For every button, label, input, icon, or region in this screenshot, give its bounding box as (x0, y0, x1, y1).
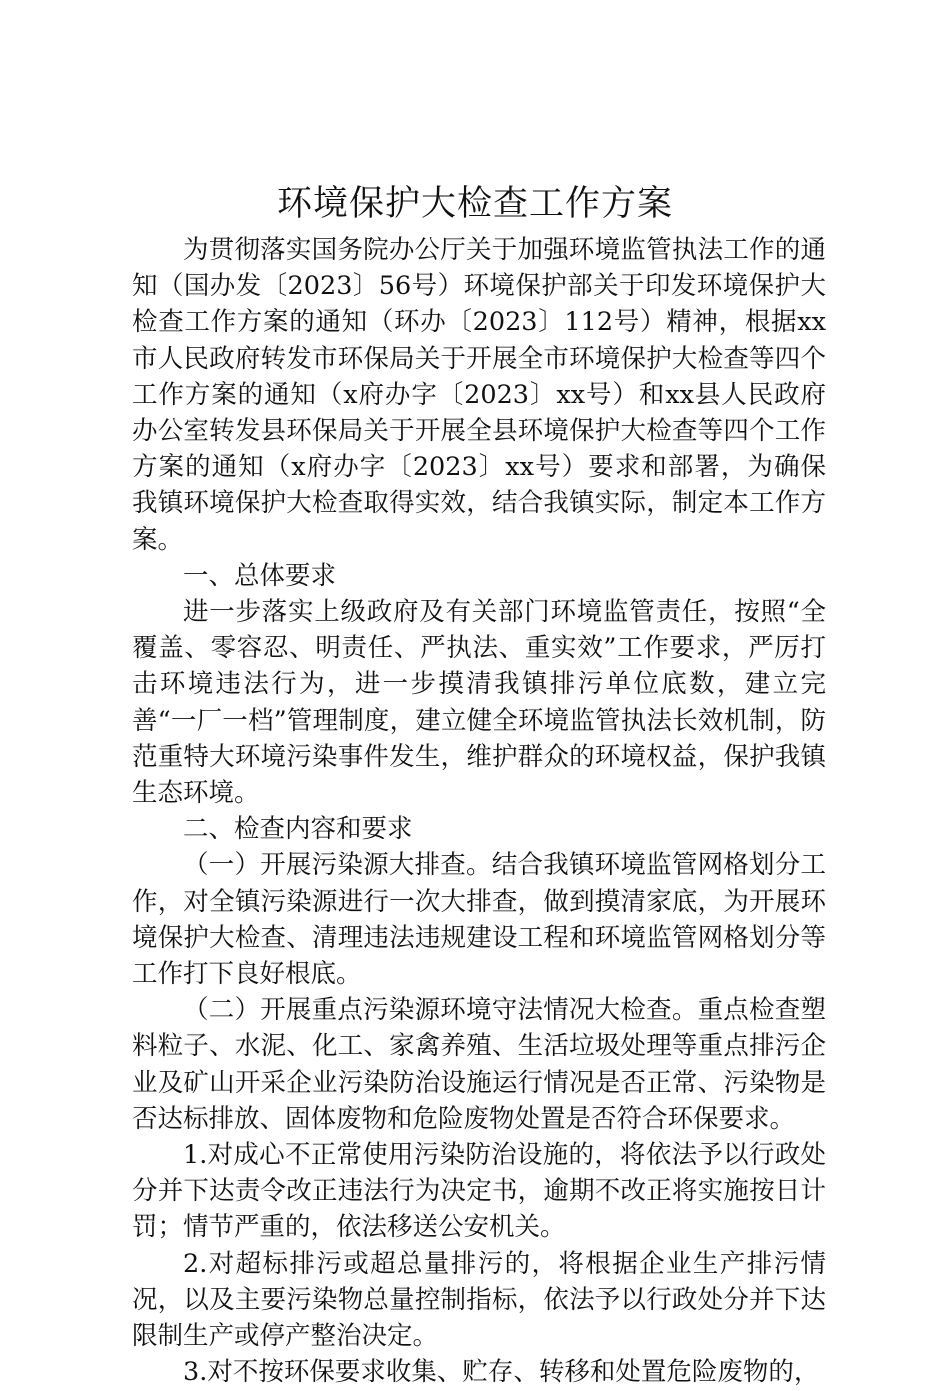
document-title: 环境保护大检查工作方案 (276, 184, 673, 224)
subsection-pollution-source-survey: （一）开展污染源大排查。结合我镇环境监管网格划分工作，对全镇污染源进行一次大排查，做到摸清家底，为开展环境保护大检查、清理违法违规建设工程和环境监管网格划分等工作打下良好根底。 (132, 850, 826, 990)
list-item-1: 1.对成心不正常使用污染防治设施的，将依法予以行政处分并下达责令改正违法行为决定书，逾期不改正将实施按日计罚；情节严重的，依法移送公安机关。 (132, 1140, 826, 1243)
general-requirements-paragraph: 进一步落实上级政府及有关部门环境监管责任，按照“全覆盖、零容忍、明责任、严执法、重实效”工作要求，严厉打击环境违法行为，进一步摸清我镇排污单位底数，建立完善“一厂一档”管理制度，建立健全环境监管执法长效机制，防范重特大环境污染事件发生，维护群众的环境权益，保护我镇生态环境。 (132, 597, 826, 809)
document-body (132, 232, 826, 1391)
section-heading-inspection-content: 二、检查内容和要求 (183, 814, 413, 845)
section-heading-general-requirements: 一、总体要求 (183, 560, 337, 591)
list-item-3: 3.对不按环保要求收集、贮存、转移和处置危险废物的， (183, 1357, 820, 1388)
list-item-2: 2.对超标排污或超总量排污的，将根据企业生产排污情况，以及主要污染物总量控制指标，依法予以行政处分并下达限制生产或停产整治决定。 (132, 1248, 826, 1352)
subsection-key-source-inspection: （二）开展重点污染源环境守法情况大检查。重点检查塑料粒子、水泥、化工、家禽养殖、生活垃圾处理等重点排污企业及矿山开采企业污染防治设施运行情况是否正常、污染物是否达标排放、固体废物和危险废物处置是否符合环保要求。 (132, 995, 826, 1134)
intro-paragraph: 为贯彻落实国务院办公厅关于加强环境监管执法工作的通知（国办发〔2023〕56号）环境保护部关于印发环境保护大检查工作方案的通知（环办〔2023〕112号）精神，根据xx市人民政府转发市环保局关于开展全市环境保护大检查等四个工作方案的通知（x府办字〔2023〕xx号）和xx县人民政府办公室转发县环保局关于开展全县环境保护大检查等四个工作方案的通知（x府办字〔2023〕xx号）要求和部署，为确保我镇环境保护大检查取得实效，结合我镇实际，制定本工作方案。 (132, 235, 826, 555)
